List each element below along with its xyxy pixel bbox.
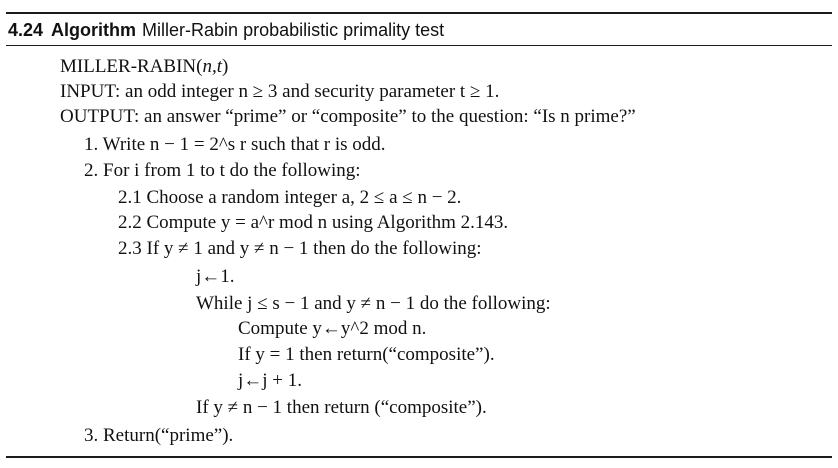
step-text: For i from 1 to t do the following: [103, 160, 361, 181]
step-label: 1. [84, 134, 99, 155]
step-2-3 [118, 238, 482, 260]
final-check-line: If y ≠ n − 1 then return (“composite”). [196, 397, 487, 418]
algorithm-header [8, 18, 444, 42]
step-2-1 [118, 187, 461, 209]
step-label: 2. [84, 160, 99, 181]
while-line: While j ≤ s − 1 and y ≠ n − 1 do the following: [196, 293, 551, 314]
step-label: 2.1 [118, 187, 142, 208]
j-increment-line: j←j + 1. [238, 370, 303, 391]
step-2 [84, 160, 361, 182]
algorithm-title: Miller-Rabin probabilistic primality test [142, 20, 445, 40]
step-2-2 [118, 212, 508, 234]
compute-square-line: Compute y←y^2 mod n. [238, 318, 427, 339]
signature-name: MILLER-RABIN [60, 56, 197, 77]
step-3 [84, 425, 233, 447]
step-text: Compute y = a^r mod n using Algorithm 2.143. [146, 212, 509, 233]
step-text: Return(“prime”). [103, 425, 234, 446]
algorithm-number: 4.24 [8, 20, 44, 40]
top-rule [6, 12, 832, 14]
algorithm-signature: MILLER-RABIN(n,t) [60, 56, 229, 77]
signature-args: n,t [202, 56, 223, 77]
input-line: INPUT: an odd integer n ≥ 3 and security parameter t ≥ 1. [60, 81, 500, 102]
bottom-rule [6, 456, 832, 458]
if-composite-line: If y = 1 then return(“composite”). [238, 344, 495, 365]
step-label: 2.2 [118, 212, 142, 233]
j-init-line: j←1. [196, 266, 235, 287]
step-1 [84, 134, 386, 156]
step-label: 3. [84, 425, 99, 446]
step-text: If y ≠ 1 and y ≠ n − 1 then do the following: [146, 238, 482, 259]
algorithm-keyword: Algorithm [51, 20, 137, 40]
output-line: OUTPUT: an answer “prime” or “composite” to the question: “Is n prime?” [60, 106, 636, 127]
step-label: 2.3 [118, 238, 142, 259]
step-text: Write n − 1 = 2^s r such that r is odd. [102, 134, 386, 155]
step-text: Choose a random integer a, 2 ≤ a ≤ n − 2. [146, 187, 462, 208]
header-rule [6, 45, 832, 46]
